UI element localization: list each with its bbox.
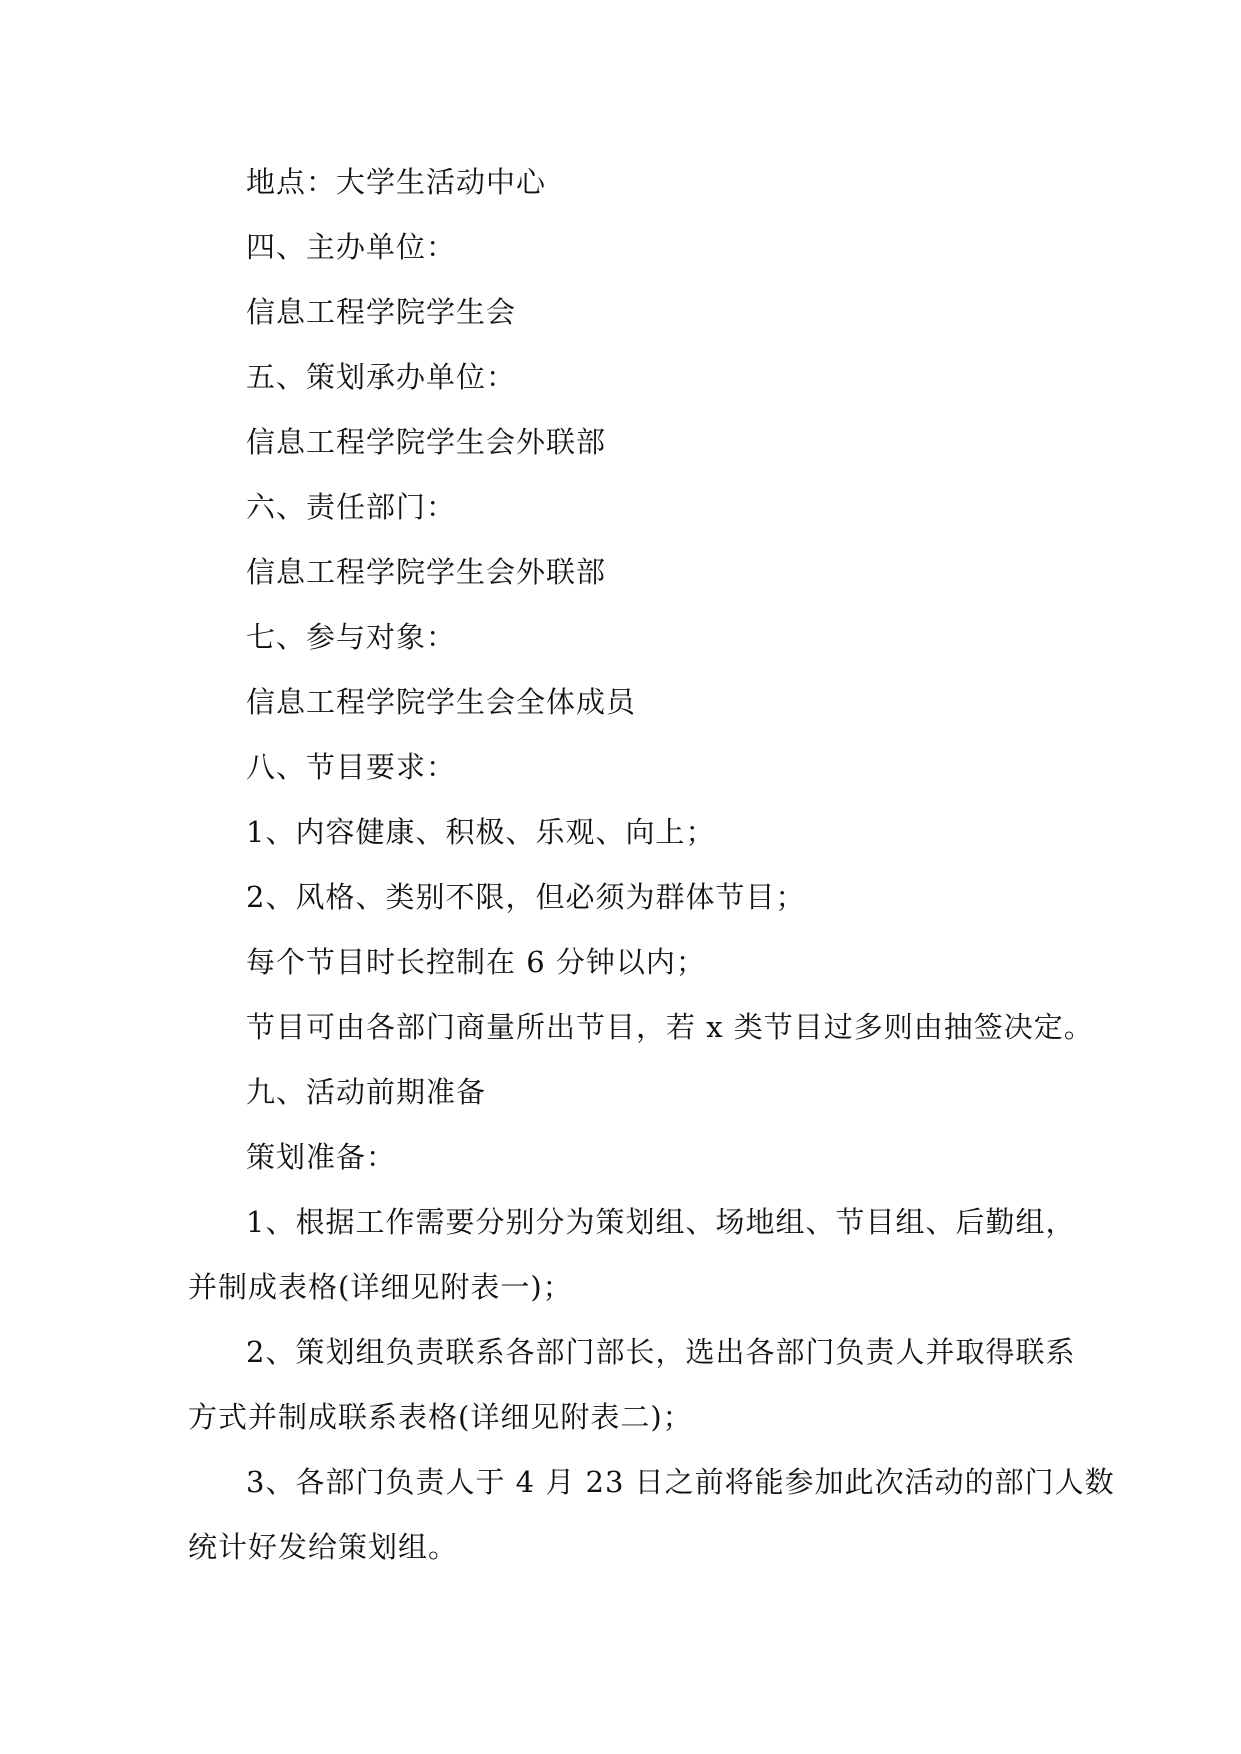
responsible-dept: 信息工程学院学生会外联部 bbox=[246, 555, 607, 589]
prep-item-1-line-2: 并制成表格(详细见附表一)； bbox=[188, 1270, 573, 1304]
section-heading-9: 九、活动前期准备 bbox=[246, 1075, 487, 1109]
section-heading-8: 八、节目要求： bbox=[246, 750, 457, 784]
prep-item-2-line-2: 方式并制成联系表格(详细见附表二)； bbox=[188, 1400, 693, 1434]
prep-item-3-line-2: 统计好发给策划组。 bbox=[188, 1530, 459, 1564]
requirement-duration: 每个节目时长控制在 6 分钟以内； bbox=[246, 945, 706, 979]
location-line: 地点：大学生活动中心 bbox=[246, 165, 547, 199]
requirement-lottery: 节目可由各部门商量所出节目，若 x 类节目过多则由抽签决定。 bbox=[246, 1010, 1094, 1044]
participants: 信息工程学院学生会全体成员 bbox=[246, 685, 637, 719]
section-heading-6: 六、责任部门： bbox=[246, 490, 457, 524]
prep-item-1-line-1: 1、根据工作需要分别分为策划组、场地组、节目组、后勤组， bbox=[246, 1205, 1076, 1239]
host-organizer: 信息工程学院学生会 bbox=[246, 295, 517, 329]
planning-organizer: 信息工程学院学生会外联部 bbox=[246, 425, 607, 459]
section-heading-4: 四、主办单位： bbox=[246, 230, 457, 264]
prep-item-3-line-1: 3、各部门负责人于 4 月 23 日之前将能参加此次活动的部门人数 bbox=[246, 1465, 1115, 1499]
requirement-1: 1、内容健康、积极、乐观、向上； bbox=[246, 815, 716, 849]
planning-prep-title: 策划准备： bbox=[246, 1140, 397, 1174]
prep-item-2-line-1: 2、策划组负责联系各部门部长，选出各部门负责人并取得联系 bbox=[246, 1335, 1076, 1369]
section-heading-7: 七、参与对象： bbox=[246, 620, 457, 654]
section-heading-5: 五、策划承办单位： bbox=[246, 360, 517, 394]
requirement-2: 2、风格、类别不限，但必须为群体节目； bbox=[246, 880, 806, 914]
